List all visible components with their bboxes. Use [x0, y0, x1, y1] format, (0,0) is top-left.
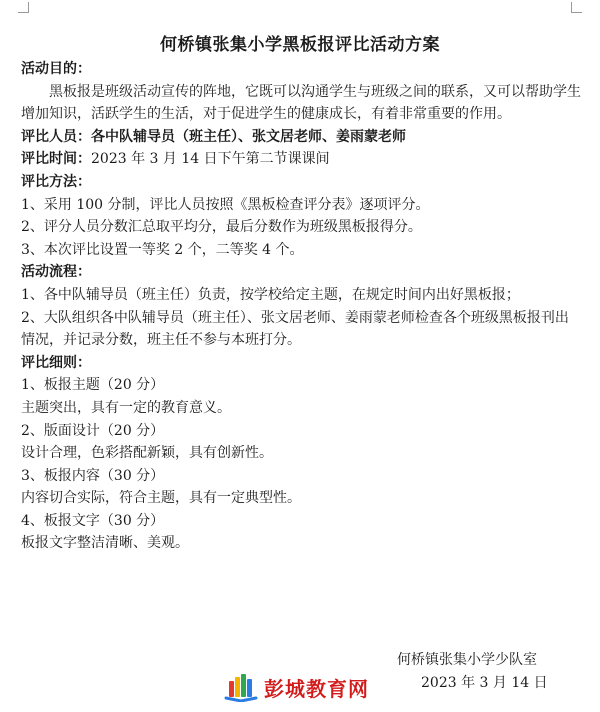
rule-desc: 内容切合实际，符合主题，具有一定典型性。	[21, 490, 301, 507]
rule-title: 2、版面设计（20 分）	[21, 422, 165, 439]
time-heading: 评比时间：	[21, 151, 91, 168]
rule-desc: 主题突出，具有一定的教育意义。	[21, 399, 231, 416]
page-corner-mark-left	[18, 2, 29, 13]
rule-title: 1、板报主题（20 分）	[21, 377, 165, 394]
rule-title: 3、板报内容（30 分）	[21, 467, 165, 484]
method-item: 2、评分人员分数汇总取平均分，最后分数作为班级黑板报得分。	[21, 219, 422, 236]
judges-value: 各中队辅导员（班主任）、张文居老师、姜雨蒙老师	[91, 128, 406, 145]
rule-desc: 设计合理，色彩搭配新颖，具有创新性。	[21, 445, 273, 462]
signature-date: 2023 年 3 月 14 日	[421, 675, 548, 691]
process-heading: 活动流程：	[21, 264, 91, 281]
time-value: 2023 年 3 月 14 日下午第二节课课间	[91, 151, 330, 168]
process-item: 2、大队组织各中队辅导员（班主任）、张文居老师、姜雨蒙老师检查各个班级黑板报刊出情况，并记录分数，班主任不参与本班打分。	[21, 309, 569, 349]
judges-line	[21, 126, 581, 149]
method-item: 1、采用 100 分制，评比人员按照《黑板检查评分表》逐项评分。	[21, 196, 430, 213]
purpose-heading: 活动目的：	[21, 61, 91, 77]
rule-desc: 板报文字整洁清晰、美观。	[21, 535, 189, 552]
watermark-logo	[222, 672, 369, 702]
rules-heading: 评比细则：	[21, 354, 91, 371]
rule-title: 4、板报文字（30 分）	[21, 512, 165, 529]
document-body	[21, 58, 581, 555]
signature-org: 何桥镇张集小学少队室	[397, 652, 537, 668]
signature-block	[397, 649, 548, 695]
page-corner-mark-right	[571, 2, 582, 13]
watermark-text: 彭城教育网	[264, 676, 369, 701]
method-heading: 评比方法：	[21, 173, 91, 190]
document-title: 何桥镇张集小学黑板报评比活动方案	[160, 35, 440, 55]
judges-heading: 评比人员：	[21, 128, 91, 145]
books-logo-icon	[222, 672, 260, 702]
process-item: 1、各中队辅导员（班主任）负责，按学校给定主题，在规定时间内出好黑板报；	[21, 286, 520, 303]
method-item: 3、本次评比设置一等奖 2 个，二等奖 4 个。	[21, 241, 304, 258]
purpose-text: 黑板报是班级活动宣传的阵地，它既可以沟通学生与班级之间的联系，又可以帮助学生增加知识，活跃学生的生活，对于促进学生的健康成长，有着非常重要的作用。	[21, 83, 581, 123]
time-line	[21, 148, 581, 171]
